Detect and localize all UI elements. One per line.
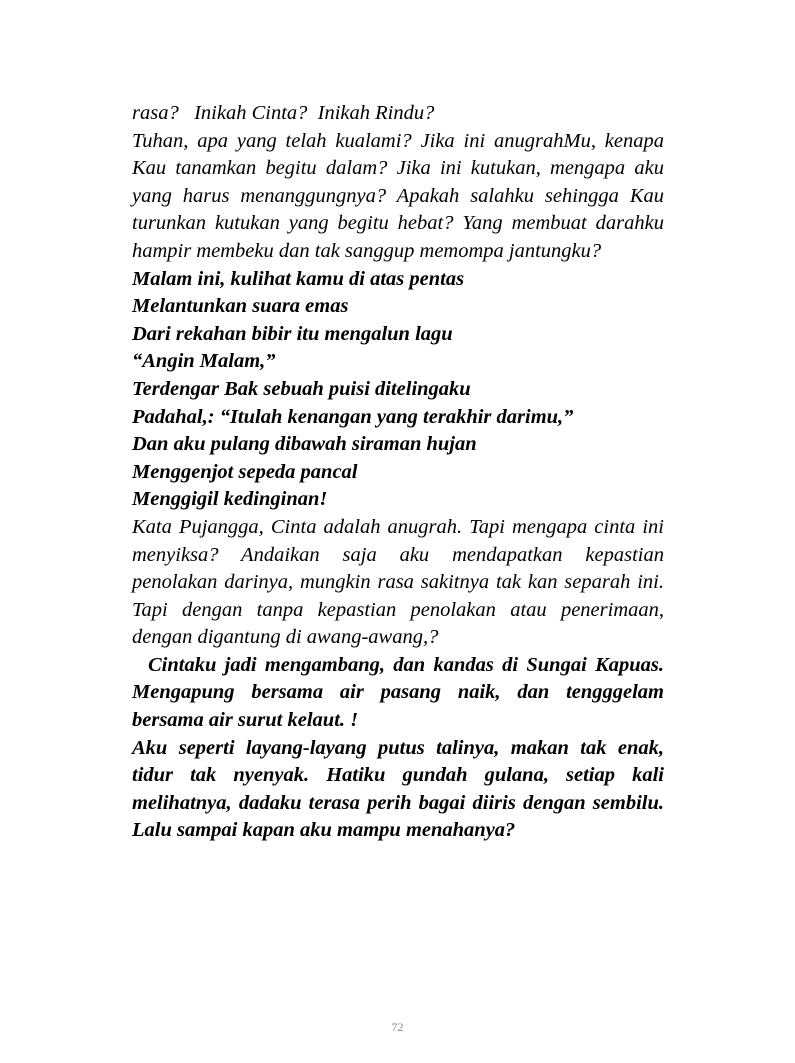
poem-block [132,266,664,514]
poem-line: Malam ini, kulihat kamu di atas pentas [132,267,465,290]
poem-line: “Angin Malam,” [132,350,276,373]
page-body [132,100,664,845]
paragraph-kapuas: Cintaku jadi mengambang, dan kandas di Sungai Kapuas. Mengapung bersama air pasang naik, dan tengggelam bersama air surut kelaut. ! [132,653,664,732]
paragraph-pujangga: Kata Pujangga, Cinta adalah anugrah. Tapi mengapa cinta ini menyiksa? Andaikan saja aku mendapatkan kepastian penolakan darinya, mungkin rasa sakitnya tak kan separah ini. Tapi dengan tanpa kepastian penolakan atau penerimaan, dengan digantung di awang-awang,? [132,515,664,649]
poem-line: Menggigil kedinginan! [132,488,328,511]
poem-line: Menggenjot sepeda pancal [132,460,358,483]
paragraph-layang: Aku seperti layang-layang putus talinya, makan tak enak, tidur tak nyenyak. Hatiku gundah gulana, setiap kali melihatnya, dadaku terasa perih bagai diiris dengan sembilu. Lalu sampai kapan aku mampu menahanya? [132,736,664,842]
paragraph-prayer: Tuhan, apa yang telah kualami? Jika ini anugrahMu, kenapa Kau tanamkan begitu dalam? Jika ini kutukan, mengapa aku yang harus menanggungnya? Apakah salahku sehingga Kau turunkan kutukan yang begitu hebat? Yang membuat darahku hampir membeku dan tak sanggup memompa jantungku? [132,129,664,262]
poem-line: Dari rekahan bibir itu mengalun lagu [132,322,453,345]
page-number: 72 [391,1020,404,1034]
poem-line: Dan aku pulang dibawah siraman hujan [132,433,477,456]
intro-line: rasa? Inikah Cinta? Inikah Rindu? [132,102,435,124]
poem-line: Melantunkan suara emas [132,295,349,318]
poem-line: Padahal,: “Itulah kenangan yang terakhir darimu,” [132,405,574,428]
poem-line: Terdengar Bak sebuah puisi ditelingaku [132,377,471,400]
